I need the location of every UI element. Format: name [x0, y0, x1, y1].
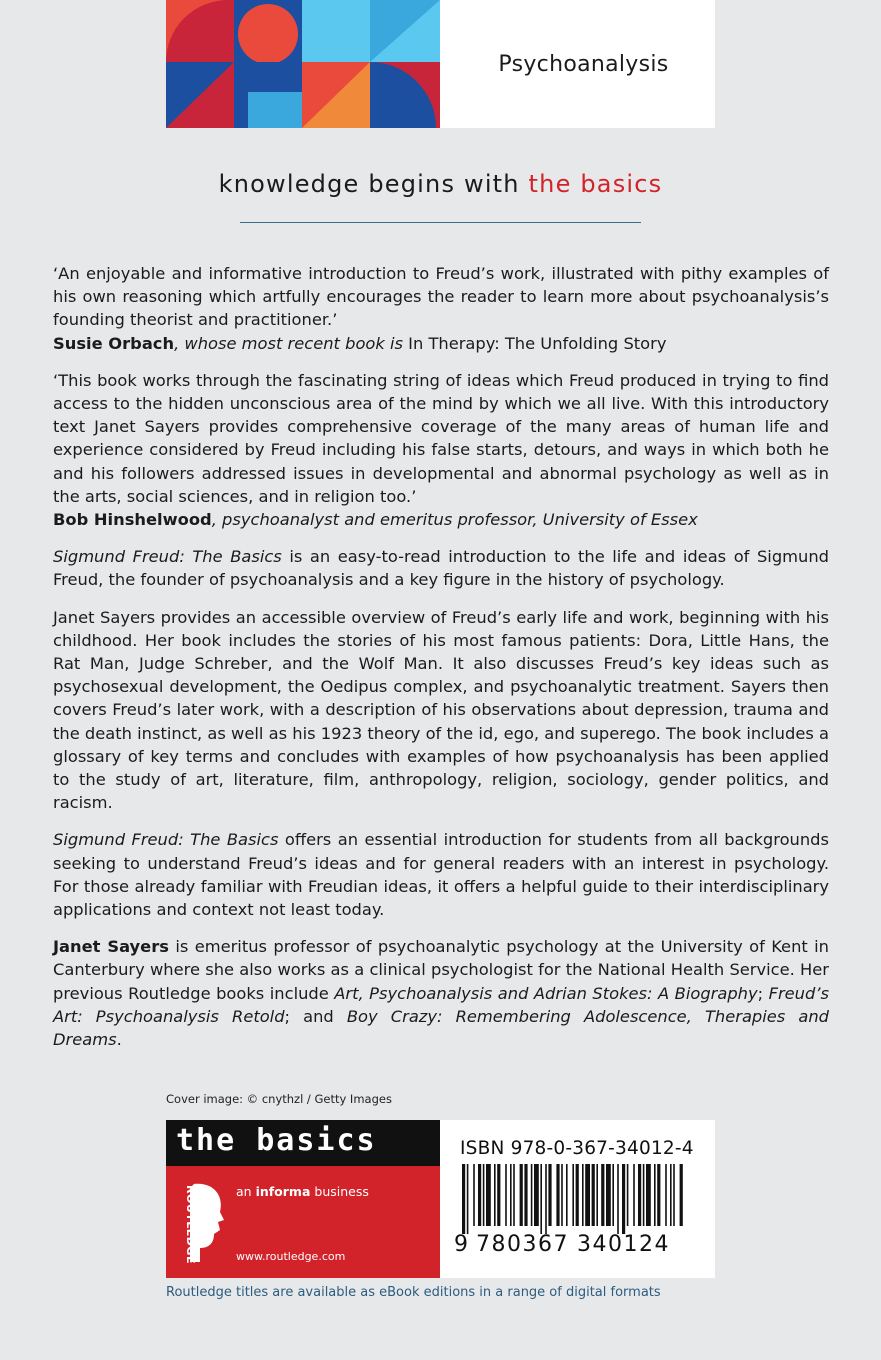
barcode-bar [665, 1164, 667, 1226]
author-name: Janet Sayers [53, 937, 169, 957]
barcode-digits-left: 780367 [476, 1232, 569, 1257]
cover-credit: Cover image: © cnythzl / Getty Images [166, 1092, 392, 1106]
bio-book: Freud’s Art: Psychoanalysis Retold [53, 983, 829, 1026]
barcode-bar [524, 1164, 527, 1226]
barcode-bar [576, 1164, 579, 1226]
barcode-bar [520, 1164, 523, 1226]
barcode-bar [531, 1164, 533, 1226]
barcode-bar [486, 1164, 491, 1226]
barcode-bar [505, 1164, 507, 1226]
publisher-logo [166, 1120, 440, 1278]
informa-bold: informa [255, 1184, 311, 1199]
barcode-bar [670, 1164, 672, 1226]
bio-separator: ; and [284, 1006, 347, 1026]
barcode-bar [467, 1164, 469, 1234]
quote-text: ‘This book works through the fascinating string of ideas which Freud produced in trying to find access to the hidden unconscious area of the mind by which we all live. With this introductory text Janet Sayers provides comprehensive coverage of the many areas of human life and experience considered by Freud including his false starts, detours, and ways in which both he and his followers addressed issues in developmental and abnormal psychology as well as in the arts, social sciences, and in religion too.’ [53, 370, 829, 506]
barcode-bar [657, 1164, 660, 1226]
barcode-digits [454, 1232, 694, 1257]
quote-hinshelwood [53, 369, 829, 531]
barcode-bar [633, 1164, 635, 1226]
bio-separator: ; [757, 983, 769, 1003]
informa-prefix: an [236, 1184, 256, 1199]
barcode-bar [627, 1164, 629, 1226]
barcode-bar [494, 1164, 496, 1226]
barcode-bar [622, 1164, 625, 1234]
description-audience [53, 828, 829, 921]
series-logo-text: the basics [176, 1123, 377, 1158]
barcode-bar [680, 1164, 683, 1226]
quote-orbach [53, 262, 829, 355]
informa-suffix: business [310, 1184, 369, 1199]
barcode-bar [556, 1164, 559, 1226]
series-panel [440, 0, 715, 128]
quote-attribution [53, 332, 829, 355]
series-header [166, 0, 715, 128]
series-logo-band [166, 1120, 440, 1166]
author-bio [53, 935, 829, 1051]
back-cover-copy [53, 262, 829, 1065]
mosaic-icon [166, 0, 440, 128]
barcode-bar [478, 1164, 481, 1226]
tagline [0, 170, 881, 198]
barcode-bar [561, 1164, 563, 1226]
tagline-prefix: knowledge begins with [218, 170, 529, 198]
quote-text: ‘An enjoyable and informative introduction to Freud’s work, illustrated with pithy examples of his own reasoning which artfully encourages the reader to learn more about psychoanalysis’s founding theorist and practitioner.’ [53, 264, 829, 330]
isbn-label: ISBN 978-0-367-34012-4 [460, 1138, 694, 1159]
barcode-bar [643, 1164, 645, 1226]
bio-book: Art, Psychoanalysis and Adrian Stokes: A Biography [334, 983, 758, 1003]
publisher-website: www.routledge.com [236, 1250, 346, 1263]
barcode-bar [582, 1164, 584, 1226]
tagline-divider [240, 222, 641, 223]
book-title: Sigmund Freud: The Basics [53, 547, 282, 567]
barcode-bar [673, 1164, 675, 1226]
imprint-name: ROUTLEDGE [184, 1185, 197, 1264]
barcode-bar [548, 1164, 551, 1226]
quote-role-title: In Therapy: The Unfolding Story [408, 333, 667, 353]
barcode-bar [497, 1164, 500, 1226]
barcode-bar [566, 1164, 568, 1226]
barcode-bar [646, 1164, 651, 1226]
barcode-bar [545, 1164, 547, 1234]
quote-role: , whose most recent book is [174, 333, 409, 353]
book-title: Sigmund Freud: The Basics [53, 830, 279, 850]
bio-book: Boy Crazy: Remembering Adolescence, Therapies and Dreams [53, 1006, 830, 1050]
description-body: Janet Sayers provides an accessible overview of Freud’s early life and work, beginning with his childhood. Her book includes the stories of his most famous patients: Dora, Little Hans, the Rat Man, Judge Schreber, and the Wolf Man. It also discusses Freud’s key ideas such as psychosexual development, the Oedipus complex, and psychoanalytic treatment. Sayers then covers Freud’s later work, with a description of his observations about depression, trauma and the death instinct, as well as his 1923 theory of the id, ego, and superego. The book includes a glossary of key terms and concludes with examples of how psychoanalysis has been applied to the study of art, literature, film, anthropology, religion, sociology, gender politics, and racism. [53, 607, 829, 813]
barcode-bar [606, 1164, 611, 1226]
cover-mosaic-graphic [166, 0, 440, 128]
routledge-head-icon [174, 1178, 228, 1268]
description-intro [53, 545, 829, 591]
barcode-bar [592, 1164, 595, 1226]
barcode-bar [483, 1164, 485, 1226]
barcode-bar [617, 1164, 619, 1234]
barcode-bar [601, 1164, 604, 1226]
barcode-icon [456, 1164, 686, 1234]
quote-attribution [53, 508, 829, 531]
tagline-accent: the basics [528, 170, 663, 198]
barcode-digits-right: 340124 [576, 1232, 670, 1257]
barcode-bar [612, 1164, 614, 1226]
bio-text: is emeritus professor of psychoanalytic psychology at the University of Kent in Canterbury where she also works as a clinical psychologist for the National Health Service. Her previous Routledge books include [53, 937, 830, 1003]
barcode-bar [585, 1164, 590, 1226]
barcode-bar [534, 1164, 539, 1226]
barcode-bar [462, 1164, 465, 1234]
barcode-bar [513, 1164, 515, 1226]
barcode-bar [540, 1164, 542, 1234]
quote-author: Bob Hinshelwood [53, 510, 212, 530]
barcode-bar [654, 1164, 656, 1226]
barcode-bar [473, 1164, 475, 1226]
barcode-bar [596, 1164, 598, 1226]
barcode-digit-first: 9 [454, 1232, 468, 1257]
barcode-bar [638, 1164, 641, 1226]
quote-author: Susie Orbach [53, 333, 175, 353]
barcode-bar [510, 1164, 512, 1226]
barcode-panel [440, 1120, 715, 1278]
description-text: is an easy-to-read introduction to the life and ideas of Sigmund Freud, the founder of psychoanalysis and a key figure in the history of psychology. [53, 547, 829, 590]
series-label: Psychoanalysis [498, 51, 669, 77]
informa-tagline [236, 1184, 369, 1199]
description-text: offers an essential introduction for students from all backgrounds seeking to understand Freud’s ideas and for general readers with an interest in psychology. For those already familiar with Freudian ideas, it offers a helpful guide to their interdisciplinary applications and context not least today. [53, 830, 829, 920]
barcode-bar [572, 1164, 574, 1226]
bio-end: . [116, 1030, 122, 1050]
ebook-note: Routledge titles are available as eBook editions in a range of digital formats [166, 1285, 661, 1300]
publisher-block [166, 1120, 715, 1278]
quote-role: , psychoanalyst and emeritus professor, University of Essex [211, 510, 698, 530]
